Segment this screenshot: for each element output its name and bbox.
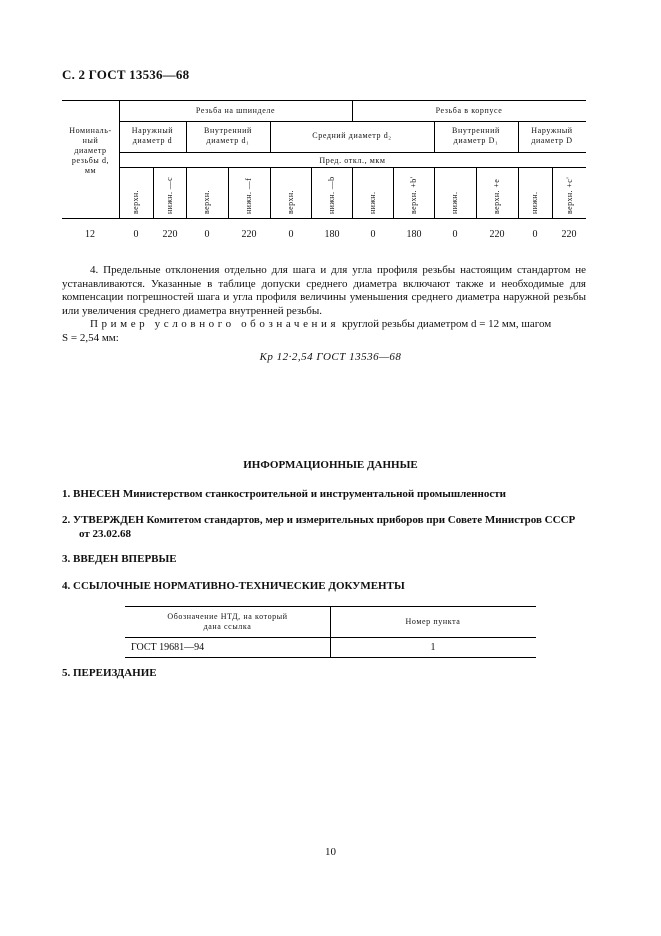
nominal-col-header: Номиналь- ный диаметр резьбы d, мм — [69, 126, 112, 175]
group-housing: Резьба в корпусе — [435, 106, 503, 115]
rot-label-8: верхн. +b' — [409, 176, 418, 214]
rot-label-4: нижн. —f — [244, 177, 253, 214]
table-cell: 0 — [370, 229, 376, 240]
example-rest: круглой резьбы диаметром d = 12 мм, шагом — [341, 318, 552, 330]
table-cell: 180 — [406, 229, 422, 240]
example-lead: Пример условного обозначения — [90, 318, 340, 330]
section-1 — [62, 488, 602, 500]
section-2-text: Комитетом стандартов, мер и измерительных приборов при Совете Министров СССР — [146, 514, 576, 526]
table-cell: 220 — [241, 229, 257, 240]
rot-label-10: верхн. +e — [492, 178, 501, 214]
info-title: ИНФОРМАЦИОННЫЕ ДАННЫЕ — [243, 459, 418, 471]
rot-label-9: нижн. — [450, 191, 459, 214]
ref-table-header-1: Обозначение НТД, на который дана ссылка — [167, 612, 288, 631]
rot-label-1: верхн. — [131, 190, 140, 214]
example-line2: S = 2,54 мм: — [62, 332, 119, 344]
table-cell: 220 — [561, 229, 577, 240]
rot-label-3: верхн. — [202, 190, 211, 214]
subhead-mid-d2: Средний диаметр d₂ — [312, 131, 392, 140]
group-spindle: Резьба на шпинделе — [195, 106, 276, 115]
rot-label-7: нижн. — [368, 191, 377, 214]
rot-label-12: верхн. +c' — [565, 176, 574, 214]
page-number: 10 — [325, 846, 336, 858]
table-cell: 0 — [133, 229, 139, 240]
section-1-text: Министерством станкостроительной и инструментальной промышленности — [122, 488, 506, 500]
section-5: 5. ПЕРЕИЗДАНИЕ — [62, 667, 157, 679]
table-cell: 180 — [324, 229, 340, 240]
subhead-outer-D: Наружный диаметр D — [531, 126, 573, 145]
table-cell: 0 — [204, 229, 210, 240]
rot-label-6: нижн. —b — [327, 176, 336, 214]
ref-table-cell-item: 1 — [430, 642, 436, 653]
subhead-outer-d: Наружный диаметр d — [131, 126, 174, 145]
ref-table-cell-doc: ГОСТ 19681—94 — [131, 642, 205, 653]
paragraph-4: 4. Предельные отклонения отдельно для шага и для угла профиля резьбы настоящим стандартом не устанавливаются. Указанные в таблице допуски среднего диаметра включают также и необходимые для компенсации погрешностей шага и угла профиля величины уменьшения среднего диаметра наружной резьбы или увеличения среднего диаметра внутренней резьбы. — [62, 264, 586, 317]
ref-table-header-2: Номер пункта — [405, 617, 461, 626]
rot-label-11: нижн. — [530, 191, 539, 214]
cell-nominal: 12 — [85, 229, 95, 240]
section-1-head: 1. ВНЕСЕН — [62, 488, 121, 500]
table-cell: 0 — [288, 229, 294, 240]
example-paragraph — [62, 318, 586, 332]
subhead-inner-D1: Внутренний диаметр D₁ — [452, 126, 500, 145]
subhead-inner-d1: Внутренний диаметр d₁ — [204, 126, 252, 145]
table-cell: 220 — [162, 229, 178, 240]
page-header: С. 2 ГОСТ 13536—68 — [62, 67, 190, 82]
table-cell: 0 — [452, 229, 458, 240]
section-3: 3. ВВЕДЕН ВПЕРВЫЕ — [62, 553, 177, 565]
rot-label-2: нижн. —c — [165, 176, 174, 214]
tolerance-row-label: Пред. откл., мкм — [319, 156, 386, 165]
section-2 — [62, 514, 602, 526]
table-cell: 0 — [532, 229, 538, 240]
table-cell: 220 — [489, 229, 505, 240]
section-2-date: от 23.02.68 — [79, 528, 132, 540]
section-4: 4. ССЫЛОЧНЫЕ НОРМАТИВНО-ТЕХНИЧЕСКИЕ ДОКУМЕНТЫ — [62, 580, 405, 592]
rot-label-5: верхн. — [286, 190, 295, 214]
designation: Кр 12·2,54 ГОСТ 13536—68 — [259, 351, 402, 363]
section-2-head: 2. УТВЕРЖДЕН — [62, 514, 144, 526]
